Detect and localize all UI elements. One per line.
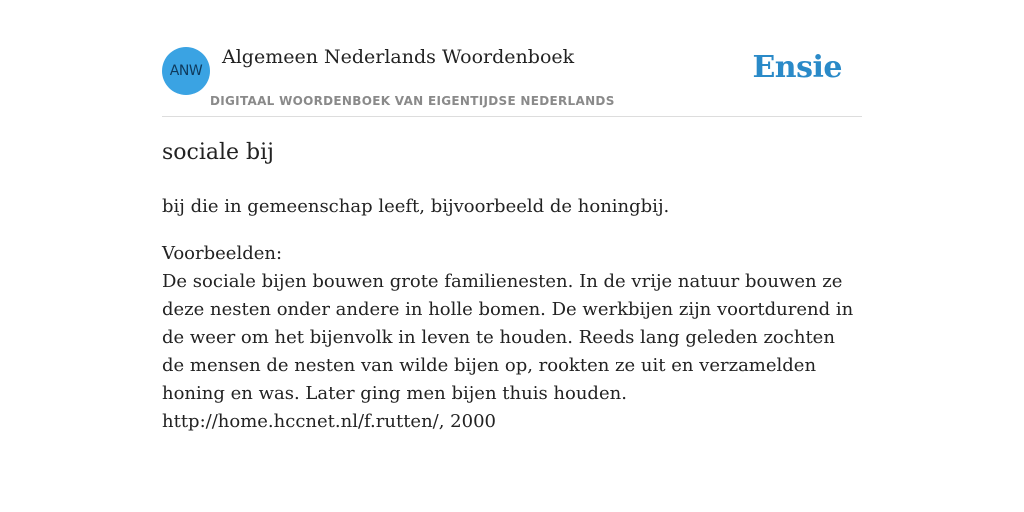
example-text: De sociale bijen bouwen grote familienesten. In de vrije natuur bouwen ze deze nesten onder andere in holle bomen. De werkbijen zijn voortdurend in de weer om het bijenvolk in leven te houden. Reeds lang geleden zochten de mensen de nesten van wilde bijen op, rookten ze uit en verzamelden honing en was. Later ging men bijen thuis houden.	[162, 271, 854, 404]
examples-label: Voorbeelden:	[162, 243, 283, 264]
headword: sociale bij	[162, 140, 274, 165]
entry-card	[162, 0, 862, 432]
examples-block	[162, 240, 862, 436]
ensie-brand-link[interactable]: Ensie	[752, 50, 842, 85]
site-header	[162, 0, 862, 117]
site-subtitle: DIGITAAL WOORDENBOEK VAN EIGENTIJDSE NEDERLANDS	[210, 94, 615, 108]
example-source: http://home.hccnet.nl/f.rutten/, 2000	[162, 411, 496, 432]
site-title[interactable]: Algemeen Nederlands Woordenboek	[222, 46, 575, 68]
anw-logo[interactable]: ANW	[162, 47, 210, 95]
definition: bij die in gemeenschap leeft, bijvoorbeeld de honingbij.	[162, 196, 670, 217]
